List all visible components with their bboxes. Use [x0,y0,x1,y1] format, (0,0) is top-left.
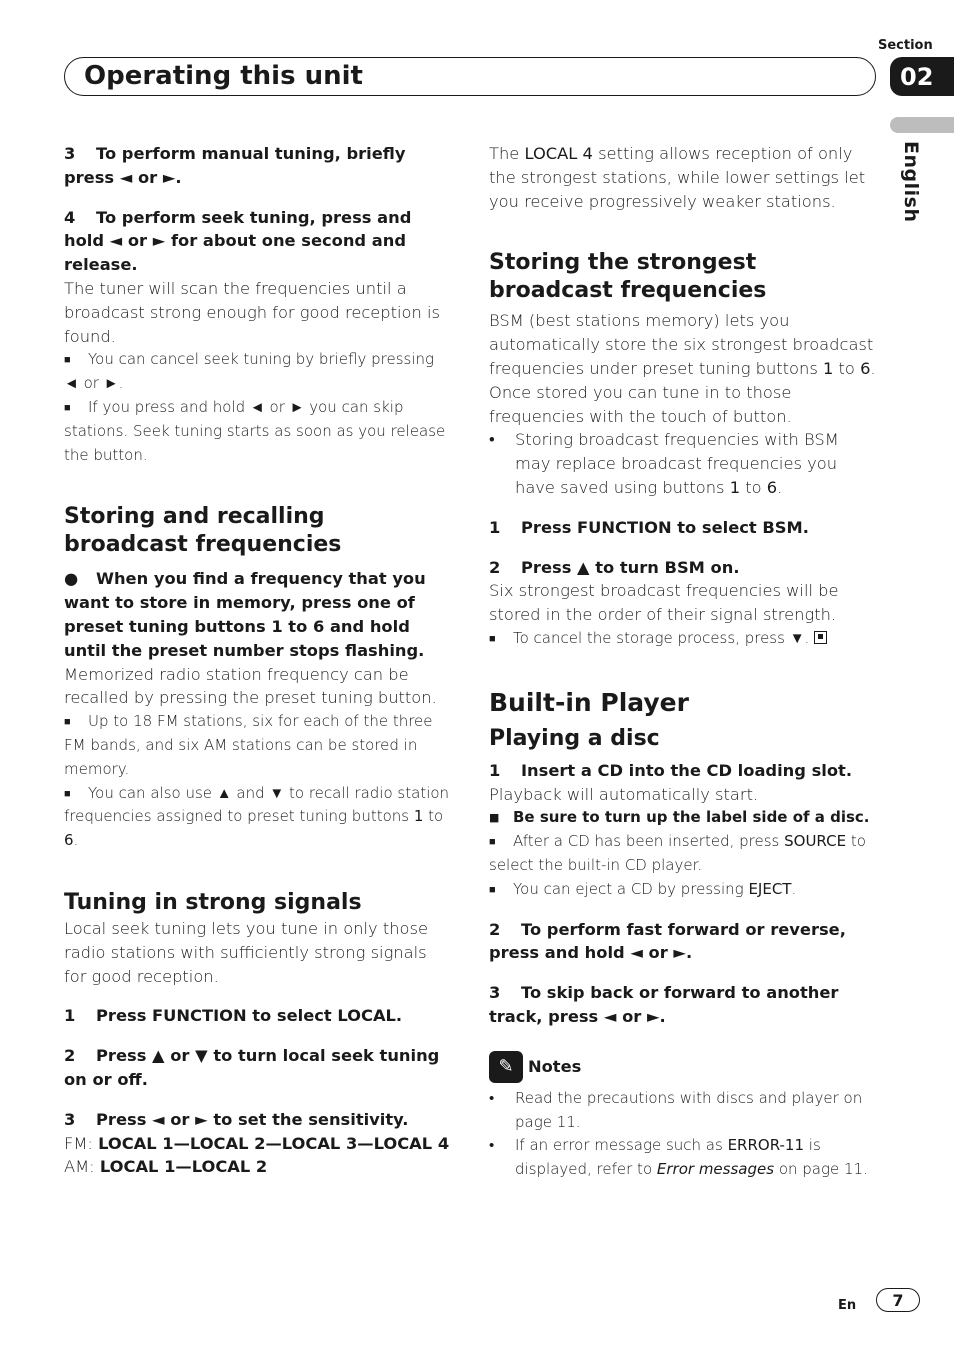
step-bsm-on: 2 Press ▲ to turn BSM on. [489,557,740,577]
playback-start-text: Playback will automatically start. [489,784,759,804]
note-recall-arrows: ■ You can also use ▲ and ▼ to recall radio station frequencies assigned to preset tuning buttons 1 to 6. [64,783,450,850]
note-eject: ■ You can eject a CD by pressing EJECT. [489,878,877,902]
step-set-sensitivity: 3 Press ◄ or ► to set the sensitivity. [64,1109,409,1129]
square-bullet-icon: ■ [64,715,71,729]
square-bullet-icon: ■ [489,811,500,825]
square-bullet-icon: ■ [489,835,496,849]
step-select-bsm: 1 Press FUNCTION to select BSM. [489,517,809,537]
fm-sensitivity-values: FM: LOCAL 1—LOCAL 2—LOCAL 3—LOCAL 4 [64,1133,450,1153]
stop-icon [814,631,827,644]
notes-item-error: • If an error message such as ERROR-11 is displayed, refer to Error messages on page 11. [489,1134,877,1182]
heading-storing-recalling: Storing and recalling broadcast frequencies [64,504,342,558]
heading-playing-disc: Playing a disc [489,725,660,751]
square-bullet-icon: ■ [489,631,496,645]
left-column [64,142,452,1179]
bsm-on-description: Six strongest broadcast frequencies will be stored in the order of their signal strength. [489,581,839,625]
square-bullet-icon: ■ [64,786,71,800]
step-fast-forward: 2 To perform fast forward or reverse, press and hold ◄ or ►. [489,919,846,963]
right-column [489,142,877,1182]
section-label: Section [878,38,933,53]
round-bullet-icon: ● [64,569,79,589]
page-title: Operating this unit [84,61,363,91]
heading-tuning-strong: Tuning in strong signals [64,889,362,915]
note-skip-stations: ■ If you press and hold ◄ or ► you can skip stations. Seek tuning starts as soon as you release the button. [64,397,446,464]
step-manual-tuning: 3 To perform manual tuning, briefly press ◄ or ►. [64,144,406,187]
note-label-side: ■ Be sure to turn up the label side of a disc. [489,806,877,830]
section-number-tab: 02 [890,57,954,96]
am-sensitivity-values: AM: LOCAL 1—LOCAL 2 [64,1157,268,1177]
language-tab-bar [890,117,954,133]
note-cancel-seek: ■ You can cancel seek tuning by briefly pressing ◄ or ►. [64,350,434,393]
square-bullet-icon: ■ [489,882,496,896]
local4-description: The LOCAL 4 setting allows reception of only the strongest stations, while lower settings let you receive progressively weaker stations. [489,144,866,211]
notes-header: ✎ Notes [489,1051,877,1083]
note-source: ■ After a CD has been inserted, press SOURCE to select the built-in CD player. [489,832,866,874]
storing-instruction: ● When you find a frequency that you want to store in memory, press one of preset tuning buttons 1 to 6 and hold until the preset number stops flashing. [64,569,426,660]
step-toggle-local: 2 Press ▲ or ▼ to turn local seek tuning on or off. [64,1046,440,1089]
step-insert-cd: 1 Insert a CD into the CD loading slot. [489,760,852,780]
seek-tuning-description: The tuner will scan the frequencies until a broadcast strong enough for good reception is found. [64,278,441,346]
language-label: English [900,141,922,223]
bsm-bullet: • Storing broadcast frequencies with BSM may replace broadcast frequencies you have saved using buttons 1 to 6. [489,428,877,499]
heading-built-in-player: Built-in Player [489,687,689,717]
notes-item-precautions: • Read the precautions with discs and player on page 11. [489,1087,877,1135]
step-select-local: 1 Press FUNCTION to select LOCAL. [64,1006,403,1026]
square-bullet-icon: ■ [64,400,71,414]
note-station-capacity: ■ Up to 18 FM stations, six for each of the three FM bands, and six AM stations can be stored in memory. [64,712,433,778]
bullet-dot-icon: • [489,1136,495,1155]
bsm-description: BSM (best stations memory) lets you automatically store the six strongest broadcast frequencies under preset tuning buttons 1 to 6. Once stored you can tune in to those frequencies with the touch of button. [489,311,876,426]
bullet-dot-icon: • [489,430,495,450]
tuning-description: Local seek tuning lets you tune in only those radio stations with sufficiently strong signals for good reception. [64,918,428,986]
page-number: 7 [876,1288,920,1312]
bullet-dot-icon: • [489,1088,495,1107]
pencil-notes-icon: ✎ [489,1051,523,1083]
square-bullet-icon: ■ [64,353,71,367]
note-cancel-storage: ■ To cancel the storage process, press ▼. [489,627,877,651]
heading-bsm: Storing the strongest broadcast frequencies [489,250,767,304]
step-skip-track: 3 To skip back or forward to another track, press ◄ or ►. [489,983,839,1026]
storing-description: Memorized radio station frequency can be recalled by pressing the preset tuning button. [64,664,437,708]
step-seek-tuning: 4 To perform seek tuning, press and hold ◄ or ► for about one second and release. [64,207,412,275]
footer-language-code: En [838,1298,857,1313]
